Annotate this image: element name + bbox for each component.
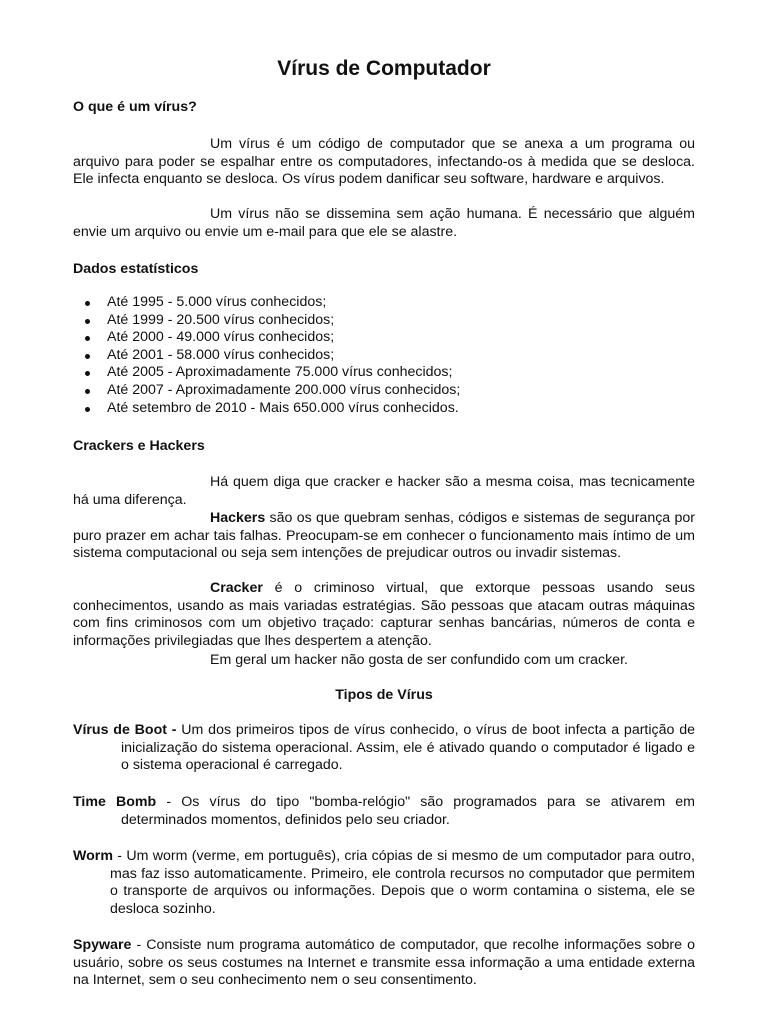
document-title: Vírus de Computador bbox=[277, 57, 491, 80]
list-item: Até 2007 - Aproximadamente 200.000 vírus conhecidos; bbox=[73, 382, 695, 400]
list-item: Até setembro de 2010 - Mais 650.000 vírus conhecidos. bbox=[73, 400, 695, 418]
term-boot-virus: Vírus de Boot - bbox=[73, 722, 177, 738]
heading-statistics: Dados estatísticos bbox=[73, 261, 199, 277]
paragraph-hackers: Hackers são os que quebram senhas, códigos e sistemas de segurança por puro prazer em achar tais falhas. Preocupam-se em conhecer o funcionamento mais íntimo de um sistema computacional ou seja sem intenções de prejudicar outros ou invadir sistemas. bbox=[73, 510, 695, 562]
paragraph-virus-definition: Um vírus é um código de computador que se anexa a um programa ou arquivo para poder se espalhar entre os computadores, infectando-os à medida que se desloca. Ele infecta enquanto se desloca. Os vírus podem danificar seu software, hardware e arquivos. bbox=[73, 136, 695, 188]
virus-type-spyware: Spyware - Consiste num programa automático de computador, que recolhe informações sobre o usuário, sobre os seus costumes na Internet e transmite essa informação a uma entidade externa na Internet, sem o seu conhecimento nem o seu consentimento. bbox=[73, 937, 695, 989]
paragraph-difference: Há quem diga que cracker e hacker são a mesma coisa, mas tecnicamente há uma diferença. bbox=[73, 474, 695, 508]
virus-type-time-bomb: Time Bomb - Os vírus do tipo "bomba-relógio" são programados para se ativarem em determinados momentos, definidos pelo seu criador. bbox=[73, 794, 695, 828]
term-cracker: Cracker bbox=[210, 580, 263, 596]
bullet-icon bbox=[85, 407, 90, 412]
list-item: Até 2005 - Aproximadamente 75.000 vírus conhecidos; bbox=[73, 364, 695, 382]
bullet-icon bbox=[85, 319, 90, 324]
bullet-icon bbox=[85, 371, 90, 376]
term-worm: Worm bbox=[73, 848, 113, 864]
term-spyware: Spyware bbox=[73, 937, 132, 953]
virus-type-boot: Vírus de Boot - Um dos primeiros tipos de vírus conhecido, o vírus de boot infecta a partição de inicialização do sistema operacional. Assim, ele é ativado quando o computador é ligado e o sistema operacional é carregado. bbox=[73, 722, 695, 774]
paragraph-cracker: Cracker é o criminoso virtual, que extorque pessoas usando seus conhecimentos, usando as mais variadas estratégias. São pessoas que atacam outras máquinas com fins criminosos com um objetivo traçado: capturar senhas bancárias, números de conta e informações privilegiadas que lhes despertem a atenção. bbox=[73, 580, 695, 649]
list-item: Até 2000 - 49.000 vírus conhecidos; bbox=[73, 329, 695, 347]
list-item: Até 1999 - 20.500 vírus conhecidos; bbox=[73, 312, 695, 330]
term-time-bomb: Time Bomb bbox=[73, 794, 157, 810]
heading-virus-types: Tipos de Vírus bbox=[335, 687, 433, 703]
paragraph-hacker-confusion: Em geral um hacker não gosta de ser confundido com um cracker. bbox=[210, 652, 628, 668]
paragraph-virus-spread: Um vírus não se dissemina sem ação humana. É necessário que alguém envie um arquivo ou envie um e-mail para que ele se alastre. bbox=[73, 206, 695, 240]
list-item: Até 2001 - 58.000 vírus conhecidos; bbox=[73, 347, 695, 365]
bullet-icon bbox=[85, 389, 90, 394]
bullet-icon bbox=[85, 301, 90, 306]
heading-crackers-hackers: Crackers e Hackers bbox=[73, 438, 205, 454]
bullet-icon bbox=[85, 354, 90, 359]
statistics-list bbox=[73, 294, 695, 417]
term-hackers: Hackers bbox=[210, 510, 266, 526]
virus-type-worm: Worm - Um worm (verme, em português), cria cópias de si mesmo de um computador para outro, mas faz isso automaticamente. Primeiro, ele controla recursos no computador que permitem o transporte de arquivos ou informações. Depois que o worm contamina o sistema, ele se desloca sozinho. bbox=[73, 848, 695, 917]
list-item: Até 1995 - 5.000 vírus conhecidos; bbox=[73, 294, 695, 312]
bullet-icon bbox=[85, 336, 90, 341]
heading-what-is-virus: O que é um vírus? bbox=[73, 99, 197, 115]
